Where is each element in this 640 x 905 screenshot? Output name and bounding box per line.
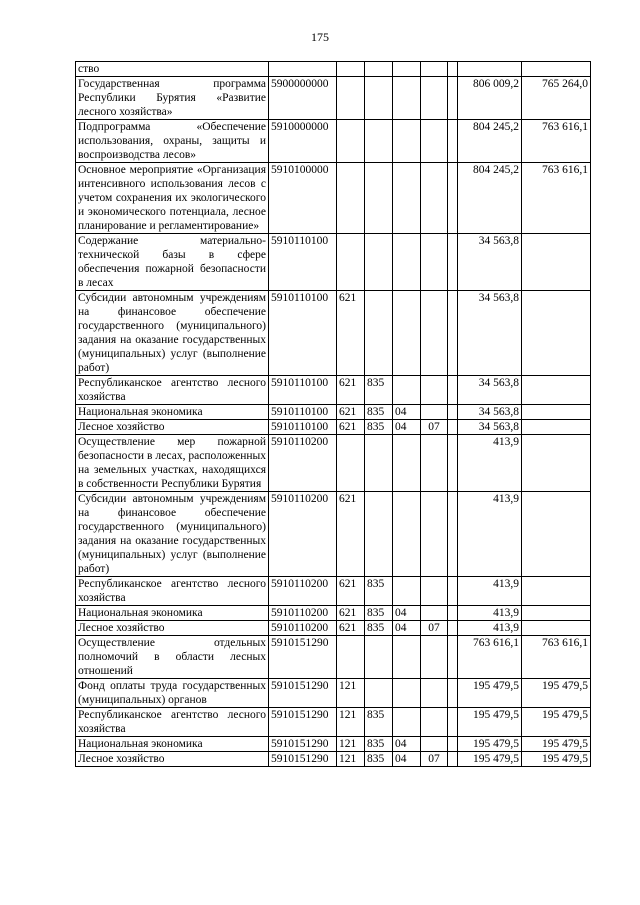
row-rz: 04 [393, 606, 421, 621]
row-rz [393, 435, 421, 492]
page-number: 175 [311, 30, 329, 44]
row-rz: 04 [393, 405, 421, 420]
row-amount-1: 413,9 [458, 435, 522, 492]
table-row [76, 120, 591, 163]
row-amount-1: 195 479,5 [458, 708, 522, 737]
row-grbs [365, 120, 393, 163]
row-rz [393, 376, 421, 405]
table-row [76, 163, 591, 234]
row-amount-1: 195 479,5 [458, 737, 522, 752]
row-vr: 621 [337, 376, 365, 405]
row-grbs [365, 77, 393, 120]
row-spacer [448, 679, 458, 708]
row-vr [337, 62, 365, 77]
row-vr [337, 77, 365, 120]
row-name: ство [76, 62, 269, 77]
row-spacer [448, 291, 458, 376]
row-pr [421, 405, 448, 420]
row-spacer [448, 752, 458, 767]
row-rz [393, 163, 421, 234]
row-amount-2 [522, 621, 591, 636]
row-grbs: 835 [365, 621, 393, 636]
table-row [76, 405, 591, 420]
row-pr: 07 [421, 420, 448, 435]
table-row [76, 752, 591, 767]
row-amount-2 [522, 234, 591, 291]
row-amount-2 [522, 577, 591, 606]
row-amount-1: 804 245,2 [458, 163, 522, 234]
row-pr [421, 435, 448, 492]
row-amount-1: 195 479,5 [458, 679, 522, 708]
row-pr [421, 737, 448, 752]
row-name: Субсидии автономным учреждениям на финансовое обеспечение государственного (муниципального) задания на оказание государственных (муниципальных) услуг (выполнение работ) [76, 492, 269, 577]
row-pr [421, 636, 448, 679]
row-amount-2: 195 479,5 [522, 679, 591, 708]
row-name: Лесное хозяйство [76, 420, 269, 435]
row-pr: 07 [421, 621, 448, 636]
row-spacer [448, 234, 458, 291]
row-spacer [448, 606, 458, 621]
row-rz: 04 [393, 752, 421, 767]
row-amount-1: 34 563,8 [458, 291, 522, 376]
row-amount-2: 763 616,1 [522, 636, 591, 679]
row-spacer [448, 120, 458, 163]
row-amount-1: 34 563,8 [458, 234, 522, 291]
row-pr [421, 376, 448, 405]
row-vr: 621 [337, 492, 365, 577]
row-amount-2: 195 479,5 [522, 737, 591, 752]
row-vr: 621 [337, 606, 365, 621]
row-spacer [448, 621, 458, 636]
row-grbs: 835 [365, 606, 393, 621]
row-amount-2 [522, 376, 591, 405]
row-pr [421, 234, 448, 291]
table-row [76, 62, 591, 77]
row-amount-1: 413,9 [458, 606, 522, 621]
row-name: Лесное хозяйство [76, 752, 269, 767]
row-code: 5910110100 [269, 376, 337, 405]
row-spacer [448, 405, 458, 420]
table-row [76, 492, 591, 577]
table-row [76, 420, 591, 435]
row-vr: 621 [337, 621, 365, 636]
row-rz [393, 636, 421, 679]
row-code: 5910110200 [269, 492, 337, 577]
row-pr [421, 77, 448, 120]
row-amount-1: 413,9 [458, 492, 522, 577]
row-spacer [448, 577, 458, 606]
row-amount-1: 195 479,5 [458, 752, 522, 767]
row-amount-1 [458, 62, 522, 77]
row-code: 5910151290 [269, 752, 337, 767]
row-pr [421, 606, 448, 621]
table-row [76, 708, 591, 737]
row-name: Республиканское агентство лесного хозяйства [76, 708, 269, 737]
row-name: Основное мероприятие «Организация интенсивного использования лесов с учетом сохранения их экологического и экономического потенциала, лесное планирование и регламентирование» [76, 163, 269, 234]
row-vr: 621 [337, 405, 365, 420]
table-row [76, 737, 591, 752]
row-pr [421, 163, 448, 234]
row-spacer [448, 420, 458, 435]
row-name: Национальная экономика [76, 737, 269, 752]
row-name: Национальная экономика [76, 405, 269, 420]
budget-table [75, 61, 591, 767]
row-grbs [365, 234, 393, 291]
row-rz [393, 234, 421, 291]
row-amount-2 [522, 62, 591, 77]
row-vr: 121 [337, 708, 365, 737]
row-spacer [448, 163, 458, 234]
row-code: 5900000000 [269, 77, 337, 120]
row-code: 5910110100 [269, 291, 337, 376]
row-code: 5910110100 [269, 420, 337, 435]
row-rz: 04 [393, 737, 421, 752]
row-vr [337, 120, 365, 163]
row-grbs: 835 [365, 708, 393, 737]
row-amount-2 [522, 405, 591, 420]
row-grbs [365, 679, 393, 708]
row-pr [421, 708, 448, 737]
row-amount-2: 195 479,5 [522, 708, 591, 737]
row-rz [393, 577, 421, 606]
row-rz: 04 [393, 621, 421, 636]
row-code [269, 62, 337, 77]
table-row [76, 621, 591, 636]
row-amount-2: 195 479,5 [522, 752, 591, 767]
row-grbs [365, 62, 393, 77]
table-row [76, 577, 591, 606]
row-amount-1: 806 009,2 [458, 77, 522, 120]
row-code: 5910000000 [269, 120, 337, 163]
row-name: Субсидии автономным учреждениям на финансовое обеспечение государственного (муниципального) задания на оказание государственных (муниципальных) услуг (выполнение работ) [76, 291, 269, 376]
row-amount-2: 763 616,1 [522, 120, 591, 163]
row-grbs [365, 435, 393, 492]
row-name: Фонд оплаты труда государственных (муниципальных) органов [76, 679, 269, 708]
row-grbs: 835 [365, 737, 393, 752]
row-vr: 121 [337, 679, 365, 708]
row-rz [393, 492, 421, 577]
row-grbs: 835 [365, 752, 393, 767]
row-rz [393, 120, 421, 163]
row-name: Содержание материально-технической базы в сфере обеспечения пожарной безопасности в лесах [76, 234, 269, 291]
row-rz [393, 708, 421, 737]
row-amount-1: 413,9 [458, 621, 522, 636]
row-pr: 07 [421, 752, 448, 767]
row-grbs [365, 163, 393, 234]
row-code: 5910151290 [269, 737, 337, 752]
row-code: 5910151290 [269, 679, 337, 708]
table-row [76, 376, 591, 405]
row-spacer [448, 708, 458, 737]
table-row [76, 234, 591, 291]
row-code: 5910151290 [269, 708, 337, 737]
row-name: Государственная программа Республики Бурятия «Развитие лесного хозяйства» [76, 77, 269, 120]
row-code: 5910110100 [269, 405, 337, 420]
row-code: 5910110200 [269, 577, 337, 606]
row-amount-2 [522, 420, 591, 435]
row-amount-2 [522, 606, 591, 621]
row-name: Осуществление мер пожарной безопасности в лесах, расположенных на земельных участках, находящихся в собственности Республики Бурятия [76, 435, 269, 492]
row-vr [337, 636, 365, 679]
row-rz [393, 291, 421, 376]
row-amount-2: 763 616,1 [522, 163, 591, 234]
row-pr [421, 492, 448, 577]
row-vr [337, 435, 365, 492]
row-name: Республиканское агентство лесного хозяйства [76, 376, 269, 405]
row-amount-2: 765 264,0 [522, 77, 591, 120]
row-vr: 621 [337, 291, 365, 376]
row-spacer [448, 376, 458, 405]
row-spacer [448, 77, 458, 120]
row-amount-2 [522, 492, 591, 577]
row-rz [393, 679, 421, 708]
row-spacer [448, 636, 458, 679]
row-pr [421, 291, 448, 376]
row-spacer [448, 435, 458, 492]
row-amount-2 [522, 291, 591, 376]
row-amount-1: 34 563,8 [458, 376, 522, 405]
row-grbs: 835 [365, 420, 393, 435]
row-spacer [448, 62, 458, 77]
row-grbs [365, 291, 393, 376]
row-vr: 621 [337, 577, 365, 606]
row-vr [337, 163, 365, 234]
row-rz [393, 62, 421, 77]
row-amount-1: 34 563,8 [458, 420, 522, 435]
table-row [76, 291, 591, 376]
row-code: 5910110200 [269, 435, 337, 492]
table-row [76, 77, 591, 120]
row-amount-1: 413,9 [458, 577, 522, 606]
row-amount-1: 804 245,2 [458, 120, 522, 163]
row-vr: 121 [337, 737, 365, 752]
row-pr [421, 120, 448, 163]
row-grbs: 835 [365, 577, 393, 606]
row-name: Национальная экономика [76, 606, 269, 621]
row-amount-2 [522, 435, 591, 492]
row-amount-1: 763 616,1 [458, 636, 522, 679]
row-pr [421, 62, 448, 77]
row-code: 5910110200 [269, 621, 337, 636]
row-name: Подпрограмма «Обеспечение использования, охраны, защиты и воспроизводства лесов» [76, 120, 269, 163]
table-row [76, 435, 591, 492]
row-code: 5910110100 [269, 234, 337, 291]
row-grbs: 835 [365, 405, 393, 420]
row-pr [421, 577, 448, 606]
row-code: 5910100000 [269, 163, 337, 234]
table-row [76, 679, 591, 708]
table-row [76, 636, 591, 679]
row-rz [393, 77, 421, 120]
row-spacer [448, 737, 458, 752]
row-code: 5910110200 [269, 606, 337, 621]
row-amount-1: 34 563,8 [458, 405, 522, 420]
row-grbs [365, 492, 393, 577]
row-vr: 621 [337, 420, 365, 435]
row-vr [337, 234, 365, 291]
row-spacer [448, 492, 458, 577]
row-pr [421, 679, 448, 708]
row-grbs: 835 [365, 376, 393, 405]
row-name: Республиканское агентство лесного хозяйства [76, 577, 269, 606]
row-name: Осуществление отдельных полномочий в области лесных отношений [76, 636, 269, 679]
row-name: Лесное хозяйство [76, 621, 269, 636]
row-rz: 04 [393, 420, 421, 435]
row-grbs [365, 636, 393, 679]
row-vr: 121 [337, 752, 365, 767]
row-code: 5910151290 [269, 636, 337, 679]
table-row [76, 606, 591, 621]
